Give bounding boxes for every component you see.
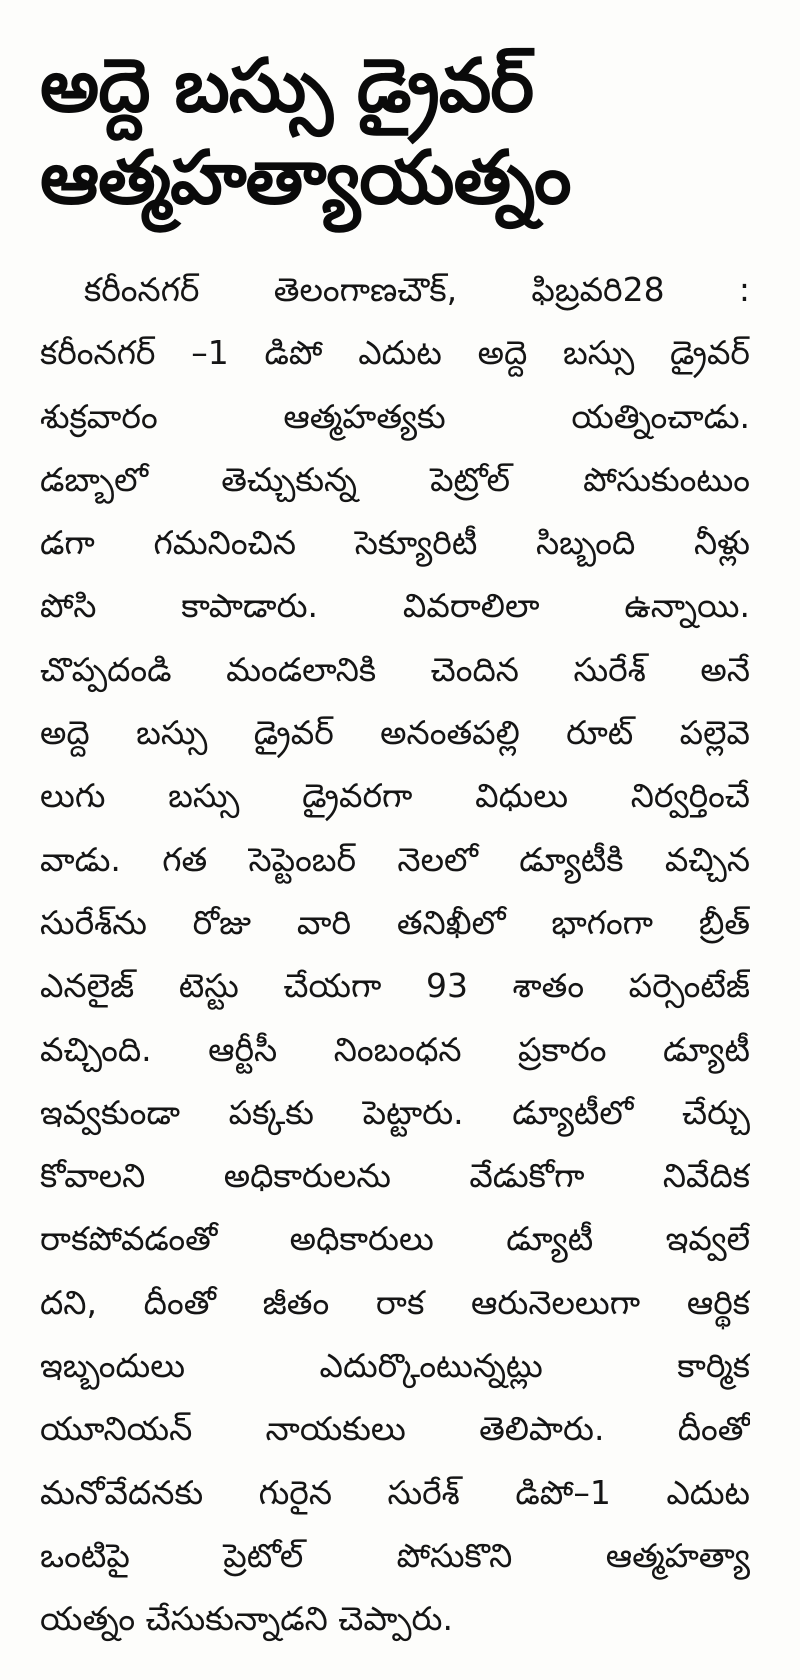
headline-line-2: ఆత్మహత్యాయత్నం: [40, 135, 571, 221]
body-line-10: వాడు. గత సెప్టెంబర్ నెలలో డ్యూటీకి వచ్చిన: [40, 839, 750, 879]
body-line-15: కోవాలని అధికారులను వేడుకోగా నివేదిక: [40, 1156, 750, 1196]
body-line-13: వచ్చింది. ఆర్టీసీ నింబంధన ప్రకారం డ్యూటీ: [40, 1029, 750, 1069]
headline: [40, 40, 750, 224]
body-line-5: డగా గమనించిన సెక్యూరిటీ సిబ్బంది నీళ్లు: [40, 523, 750, 563]
body-line-19: యూనియన్ నాయకులు తెలిపారు. దీంతో: [40, 1409, 750, 1449]
body-line-12: ఎనలైజ్ టెస్టు చేయగా 93 శాతం పర్సెంటేజ్: [40, 966, 750, 1006]
body-line-14: ఇవ్వకుండా పక్కకు పెట్టారు. డ్యూటీలో చేర్చు: [40, 1092, 750, 1132]
body-line-20: మనోవేదనకు గురైన సురేశ్ డిపో–1 ఎదుట: [40, 1472, 750, 1512]
body-line-16: రాకపోవడంతో అధికారులు డ్యూటీ ఇవ్వలే: [40, 1219, 750, 1259]
body-line-18: ఇబ్బందులు ఎదుర్కొంటున్నట్లు కార్మిక: [40, 1346, 750, 1386]
body-line-2: కరీంనగర్ –1 డిపో ఎదుట అద్దె బస్సు డ్రైవర్: [40, 333, 750, 373]
body-line-17: దని, దీంతో జీతం రాక ఆరునెలలుగా ఆర్థిక: [40, 1282, 750, 1322]
body-line-4: డబ్బాలో తెచ్చుకున్న పెట్రోల్ పోసుకుంటుం: [40, 459, 750, 499]
body-line-22: యత్నం చేసుకున్నాడని చెప్పారు.: [40, 1599, 453, 1639]
body-line-21: ఒంటిపై ప్రెటోల్ పోసుకొని ఆత్మహత్యా: [40, 1535, 750, 1575]
body-line-8: అద్దె బస్సు డ్రైవర్ అనంతపల్లి రూట్ పల్లెవె: [40, 713, 750, 753]
headline-line-1: అద్దె బస్సు డ్రైవర్: [40, 43, 534, 129]
body-line-7: చొప్పదండి మండలానికి చెందిన సురేశ్ అనే: [40, 649, 750, 689]
body-line-6: పోసి కాపాడారు. వివరాలిలా ఉన్నాయి.: [40, 586, 750, 626]
dateline: కరీంనగర్ తెలంగాణచౌక్, ఫిబ్రవరి28 :: [84, 270, 750, 309]
body-line-11: సురేశ్‌ను రోజు వారి తనిఖీలో భాగంగా బ్రీత్: [40, 902, 750, 942]
body-line-3: శుక్రవారం ఆత్మహత్యకు యత్నించాడు.: [40, 396, 750, 436]
body-line-9: లుగు బస్సు డ్రైవరగా విధులు నిర్వర్తించే: [40, 776, 750, 816]
article-body: [40, 258, 750, 1651]
